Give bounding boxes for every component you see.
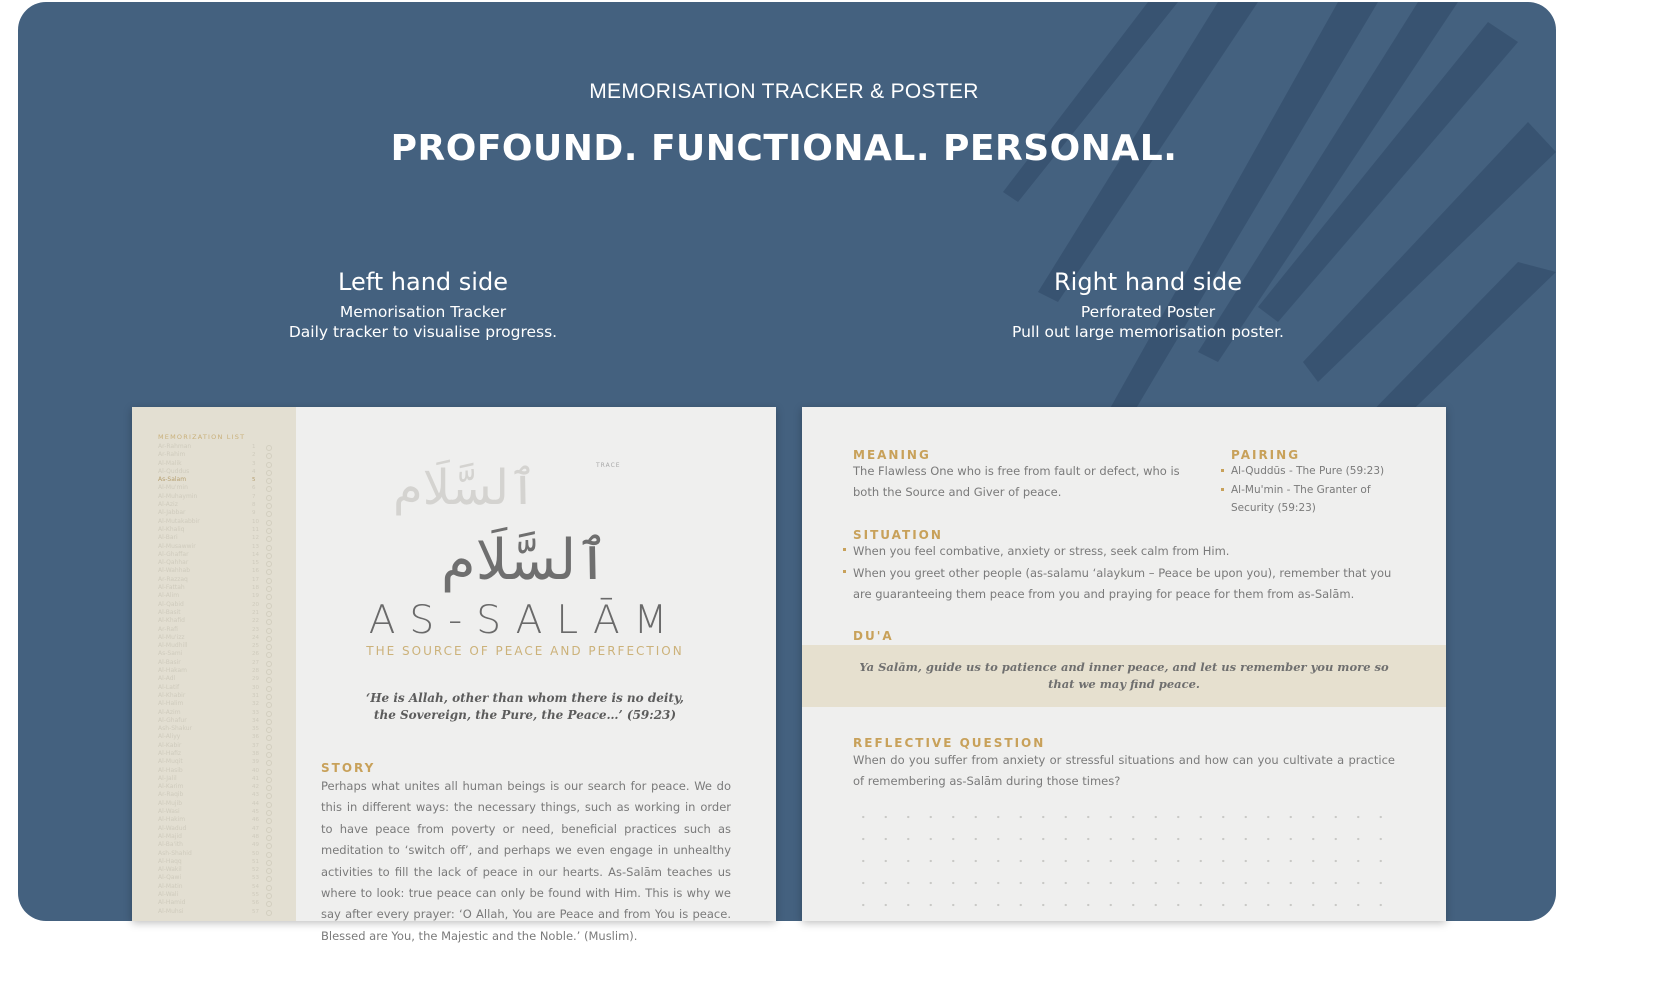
memorization-name: Al-Malik <box>158 459 182 467</box>
memorization-name: Al-Mu'min <box>158 484 188 492</box>
trace-label: TRACE <box>596 462 621 469</box>
memorization-list-item <box>158 667 278 675</box>
memorization-number: 38 <box>252 750 259 757</box>
memorization-list-item <box>158 567 278 575</box>
memorization-list-item <box>158 717 278 725</box>
memorization-number: 51 <box>252 858 259 865</box>
memorization-name: Al-Matin <box>158 882 183 890</box>
memorization-name: Al-Fattah <box>158 584 185 592</box>
memorization-list-item <box>158 617 278 625</box>
memorization-list-item <box>158 451 278 459</box>
memorization-list-item <box>158 468 278 476</box>
memorization-list <box>158 443 278 916</box>
headline: PROFOUND. FUNCTIONAL. PERSONAL. <box>390 128 1178 169</box>
memorization-name: Al-Jalil <box>158 774 177 782</box>
progress-circle-icon <box>266 735 272 741</box>
progress-circle-icon <box>266 594 272 600</box>
memorization-number: 34 <box>252 717 259 724</box>
progress-circle-icon <box>266 719 272 725</box>
memorization-number: 33 <box>252 709 259 716</box>
progress-circle-icon <box>266 661 272 667</box>
memorization-number: 2 <box>252 452 256 459</box>
memorization-name: Ash-Shahid <box>158 849 192 857</box>
memorization-name: Ar-Raqib <box>158 791 184 799</box>
memorization-name: Ar-Rahim <box>158 451 186 459</box>
progress-circle-icon <box>266 578 272 584</box>
memorization-name: Al-Hakam <box>158 667 188 675</box>
progress-circle-icon <box>266 727 272 733</box>
memorization-number: 27 <box>252 659 259 666</box>
memorization-list-item <box>158 883 278 891</box>
progress-circle-icon <box>266 843 272 849</box>
memorization-name: Al-Hafiz <box>158 749 182 757</box>
memorization-list-item <box>158 601 278 609</box>
progress-circle-icon <box>266 470 272 476</box>
eyebrow-title: MEMORISATION TRACKER & POSTER <box>589 80 979 103</box>
memorization-name: Ar-Rafi <box>158 625 178 633</box>
progress-circle-icon <box>266 445 272 451</box>
memorization-number: 17 <box>252 576 259 583</box>
memorization-number: 43 <box>252 792 259 799</box>
memorization-name: Al-Majid <box>158 832 182 840</box>
memorization-sidebar <box>132 407 296 921</box>
progress-circle-icon <box>266 793 272 799</box>
memorization-list-item <box>158 559 278 567</box>
memorization-name: Al-Hasib <box>158 766 183 774</box>
memorization-list-item <box>158 518 278 526</box>
memorization-list-item <box>158 874 278 882</box>
memorization-number: 37 <box>252 742 259 749</box>
memorization-number: 35 <box>252 726 259 733</box>
progress-circle-icon <box>266 752 272 758</box>
memorization-name: Al-Halim <box>158 700 184 708</box>
name-subtitle: THE SOURCE OF PEACE AND PERFECTION <box>366 644 684 658</box>
memorization-name: Al-Ghaffar <box>158 550 189 558</box>
memorization-number: 18 <box>252 585 259 592</box>
memorization-name: Al-Khabir <box>158 691 186 699</box>
memorization-name: Al-Karim <box>158 783 184 791</box>
memorization-name: Al-Basit <box>158 608 181 616</box>
memorization-name: Al-Kabir <box>158 741 182 749</box>
progress-circle-icon <box>266 818 272 824</box>
progress-circle-icon <box>266 553 272 559</box>
memorization-number: 12 <box>252 535 259 542</box>
progress-circle-icon <box>266 603 272 609</box>
progress-circle-icon <box>266 760 272 766</box>
memorization-name: Al-Mujib <box>158 799 183 807</box>
memorization-list-item <box>158 791 278 799</box>
progress-circle-icon <box>266 462 272 468</box>
name-title: AS-SALĀM <box>368 598 682 643</box>
memorization-number: 39 <box>252 759 259 766</box>
story-text: Perhaps what unites all human beings is our search for peace. We do this in different ways: the necessary things, such as working in order to have peace from poverty or need, beneficial practices such as meditation to ‘switch off’, and perhaps we even engage in unhealthy activities to fill the lack of peace in our hearts. As-Salām teaches us where to look: true peace can only be found with Him. This is why we say after every prayer: ‘O Allah, You are Peace and from You is peace. Blessed are You, the Majestic and the Noble.’ (Muslim). <box>321 779 731 943</box>
memorization-list-item <box>158 692 278 700</box>
meaning-label: MEANING <box>853 448 931 462</box>
memorization-number: 41 <box>252 775 259 782</box>
progress-circle-icon <box>266 652 272 658</box>
memorization-list-item <box>158 700 278 708</box>
progress-circle-icon <box>266 586 272 592</box>
memorization-name: Al-Khafid <box>158 617 185 625</box>
memorization-list-item <box>158 543 278 551</box>
progress-circle-icon <box>266 868 272 874</box>
memorization-name: Al-Wahhab <box>158 567 191 575</box>
memorization-list-item <box>158 576 278 584</box>
progress-circle-icon <box>266 677 272 683</box>
arabic-trace-text: ٱلسَّلَام <box>393 460 537 516</box>
memorization-number: 10 <box>252 518 259 525</box>
memorization-list-item <box>158 509 278 517</box>
meaning-text: The Flawless One who is free from fault or defect, who is both the Source and Giver of peace. <box>853 464 1180 500</box>
memorization-list-item <box>158 841 278 849</box>
progress-circle-icon <box>266 910 272 916</box>
progress-circle-icon <box>266 644 272 650</box>
memorization-name: Al-Muqit <box>158 758 183 766</box>
memorization-number: 42 <box>252 784 259 791</box>
memorization-number: 32 <box>252 701 259 708</box>
progress-circle-icon <box>266 876 272 882</box>
progress-circle-icon <box>266 636 272 642</box>
progress-circle-icon <box>266 810 272 816</box>
memorization-number: 21 <box>252 609 259 616</box>
progress-circle-icon <box>266 860 272 866</box>
progress-circle-icon <box>266 511 272 517</box>
memorization-name: Al-Wakil <box>158 866 182 874</box>
memorization-number: 15 <box>252 560 259 567</box>
memorization-number: 6 <box>252 485 256 492</box>
pairing-list <box>1221 462 1391 518</box>
memorization-list-item <box>158 675 278 683</box>
memorization-number: 3 <box>252 460 256 467</box>
memorization-list-item <box>158 800 278 808</box>
memorization-number: 44 <box>252 800 259 807</box>
story-label: STORY <box>321 761 376 775</box>
progress-circle-icon <box>266 827 272 833</box>
memorization-number: 5 <box>252 477 256 484</box>
memorization-number: 14 <box>252 551 259 558</box>
progress-circle-icon <box>266 478 272 484</box>
memorization-number: 22 <box>252 618 259 625</box>
memorization-number: 31 <box>252 692 259 699</box>
progress-circle-icon <box>266 686 272 692</box>
memorization-name: Al-Basir <box>158 658 181 666</box>
memorization-name: Al-Ghafur <box>158 716 187 724</box>
arabic-calligraphy: ٱلسَّلَام <box>441 528 609 593</box>
memorization-list-item <box>158 891 278 899</box>
memorization-name: Al-Qawi <box>158 874 182 882</box>
memorization-name: Al-Aliyy <box>158 733 181 741</box>
memorization-name: Al-Khaliq <box>158 525 185 533</box>
memorization-number: 57 <box>252 908 259 915</box>
memorization-list-item <box>158 816 278 824</box>
memorization-list-item <box>158 443 278 451</box>
memorization-name: Al-Muhaymin <box>158 492 198 500</box>
quran-quote <box>330 690 720 724</box>
progress-circle-icon <box>266 619 272 625</box>
memorization-number: 29 <box>252 676 259 683</box>
memorization-number: 23 <box>252 626 259 633</box>
progress-circle-icon <box>266 802 272 808</box>
memorization-number: 26 <box>252 651 259 658</box>
memorization-number: 1 <box>252 444 256 450</box>
memorization-name: Al-Latif <box>158 683 180 691</box>
memorization-list-item <box>158 758 278 766</box>
memorization-list-item <box>158 858 278 866</box>
progress-circle-icon <box>266 711 272 717</box>
progress-circle-icon <box>266 777 272 783</box>
memorization-list-item <box>158 659 278 667</box>
left-column-title: Left hand side <box>338 268 508 296</box>
memorization-list-item <box>158 825 278 833</box>
progress-circle-icon <box>266 528 272 534</box>
progress-circle-icon <box>266 702 272 708</box>
memorization-name: Ar-Razzaq <box>158 575 188 583</box>
progress-circle-icon <box>266 453 272 459</box>
memorization-list-item <box>158 866 278 874</box>
memorization-number: 52 <box>252 867 259 874</box>
memorization-name: Al-Musawwir <box>158 542 196 550</box>
right-column-heading <box>938 268 1358 342</box>
memorization-name: Al-Mudhill <box>158 642 188 650</box>
situation-item: When you greet other people (as-salamu ‘alaykum – Peace be upon you), remember that you are guaranteeing them peace from you and praying for peace for them from as-Salām. <box>843 563 1396 606</box>
memorization-list-item <box>158 534 278 542</box>
progress-circle-icon <box>266 569 272 575</box>
memorization-list-item <box>158 626 278 634</box>
left-column-heading <box>213 268 633 342</box>
memorization-list-item <box>158 592 278 600</box>
progress-circle-icon <box>266 520 272 526</box>
reflective-question-text: When do you suffer from anxiety or stressful situations and how can you cultivate a practice of remembering as-Salām during those times? <box>853 753 1395 789</box>
situation-list <box>843 541 1396 606</box>
memorization-name: Al-Mu'izz <box>158 633 185 641</box>
progress-circle-icon <box>266 694 272 700</box>
memorization-number: 48 <box>252 833 259 840</box>
memorization-name: Al-Quddus <box>158 467 190 475</box>
memorization-list-item <box>158 742 278 750</box>
memorization-list-title: MEMORIZATION LIST <box>158 433 246 441</box>
memorization-list-item <box>158 725 278 733</box>
dua-label: DU'A <box>853 629 894 643</box>
memorization-list-item <box>158 501 278 509</box>
memorization-list-item <box>158 584 278 592</box>
memorization-list-item <box>158 484 278 492</box>
memorization-name: Al-Wasi <box>158 808 180 816</box>
memorization-list-item <box>158 899 278 907</box>
progress-circle-icon <box>266 885 272 891</box>
memorization-name: As-Salam <box>158 476 187 484</box>
memorization-name: Al-Adl <box>158 675 176 683</box>
progress-circle-icon <box>266 893 272 899</box>
memorization-number: 50 <box>252 850 259 857</box>
memorization-number: 40 <box>252 767 259 774</box>
memorization-list-item <box>158 684 278 692</box>
right-column-title: Right hand side <box>1054 268 1242 296</box>
memorization-number: 24 <box>252 634 259 641</box>
memorization-name: Al-Wali <box>158 891 179 899</box>
memorization-number: 13 <box>252 543 259 550</box>
memorization-number: 4 <box>252 468 256 475</box>
memorization-name: Al-Wadud <box>158 824 187 832</box>
progress-circle-icon <box>266 835 272 841</box>
dotted-writing-area <box>852 806 1392 916</box>
memorization-number: 55 <box>252 892 259 899</box>
memorization-number: 16 <box>252 568 259 575</box>
memorization-number: 25 <box>252 643 259 650</box>
memorization-list-item <box>158 850 278 858</box>
memorization-list-item <box>158 775 278 783</box>
quote-line-2: the Sovereign, the Pure, the Peace…’ (59:23) <box>373 708 677 722</box>
memorization-number: 56 <box>252 900 259 907</box>
memorization-number: 46 <box>252 817 259 824</box>
memorization-list-item <box>158 750 278 758</box>
progress-circle-icon <box>266 769 272 775</box>
situation-item: When you feel combative, anxiety or stress, seek calm from Him. <box>843 541 1396 563</box>
progress-circle-icon <box>266 628 272 634</box>
memorization-number: 49 <box>252 842 259 849</box>
pairing-item: Al-Quddūs - The Pure (59:23) <box>1221 462 1391 481</box>
memorization-list-item <box>158 650 278 658</box>
memorization-name: Al-Ba'ith <box>158 841 183 849</box>
memorization-list-item <box>158 767 278 775</box>
progress-circle-icon <box>266 486 272 492</box>
memorization-list-item <box>158 733 278 741</box>
memorization-list-item <box>158 783 278 791</box>
progress-circle-icon <box>266 503 272 509</box>
memorization-number: 47 <box>252 825 259 832</box>
memorization-name: Al-Aziz <box>158 501 178 509</box>
memorization-name: Al-Qabid <box>158 600 184 608</box>
memorization-number: 11 <box>252 526 259 533</box>
memorization-number: 54 <box>252 883 259 890</box>
memorization-list-item <box>158 642 278 650</box>
memorization-name: Al-Azim <box>158 708 181 716</box>
memorization-list-item <box>158 493 278 501</box>
progress-circle-icon <box>266 495 272 501</box>
reflective-question-label: REFLECTIVE QUESTION <box>853 736 1046 750</box>
memorization-name: Al-Jabbar <box>158 509 186 517</box>
progress-circle-icon <box>266 785 272 791</box>
progress-circle-icon <box>266 611 272 617</box>
left-column-line1: Memorisation Tracker <box>339 303 507 321</box>
memorization-list-item <box>158 833 278 841</box>
progress-circle-icon <box>266 852 272 858</box>
memorization-name: Al-Hamid <box>158 899 186 907</box>
progress-circle-icon <box>266 561 272 567</box>
memorization-list-item <box>158 526 278 534</box>
memorization-number: 45 <box>252 809 259 816</box>
quote-line-1: ‘He is Allah, other than whom there is no deity, <box>366 691 684 705</box>
memorization-number: 20 <box>252 601 259 608</box>
memorization-number: 53 <box>252 875 259 882</box>
memorization-number: 7 <box>252 493 256 500</box>
memorization-list-item <box>158 808 278 816</box>
memorization-list-item <box>158 709 278 717</box>
progress-circle-icon <box>266 744 272 750</box>
progress-circle-icon <box>266 545 272 551</box>
memorization-name: Al-Hakim <box>158 816 186 824</box>
memorization-number: 36 <box>252 734 259 741</box>
progress-circle-icon <box>266 901 272 907</box>
pairing-label: PAIRING <box>1231 448 1301 462</box>
memorization-list-item <box>158 609 278 617</box>
memorization-list-item <box>158 634 278 642</box>
memorization-number: 19 <box>252 593 259 600</box>
memorization-name: Al-Haqq <box>158 857 182 865</box>
left-column-line2: Daily tracker to visualise progress. <box>288 323 558 341</box>
right-column-line2: Pull out large memorisation poster. <box>1012 323 1284 341</box>
pairing-item: Al-Mu'min - The Granter of Security (59:23) <box>1221 481 1391 518</box>
memorization-list-item <box>158 551 278 559</box>
memorization-name: Al-Qahhar <box>158 559 189 567</box>
memorization-list-item <box>158 476 278 484</box>
memorization-list-item <box>158 460 278 468</box>
memorization-number: 30 <box>252 684 259 691</box>
situation-label: SITUATION <box>853 528 943 542</box>
progress-circle-icon <box>266 669 272 675</box>
memorization-number: 9 <box>252 510 256 517</box>
dua-text: Ya Salām, guide us to patience and inner peace, and let us remember you more so that we may find peace. <box>859 660 1389 691</box>
memorization-name: As-Sami <box>158 650 183 658</box>
memorization-number: 8 <box>252 502 256 509</box>
memorization-name: Al-Bari <box>158 534 178 542</box>
memorization-name: Ash-Shakur <box>158 725 193 733</box>
memorization-name: Al-Alim <box>158 592 180 600</box>
right-column-line1: Perforated Poster <box>1080 303 1216 321</box>
memorization-name: Al-Muhsi <box>158 907 184 915</box>
memorization-number: 28 <box>252 668 259 675</box>
memorization-list-item <box>158 908 278 916</box>
memorization-name: Ar-Rahman <box>158 443 192 450</box>
progress-circle-icon <box>266 536 272 542</box>
memorization-name: Al-Mutakabbir <box>158 517 200 525</box>
